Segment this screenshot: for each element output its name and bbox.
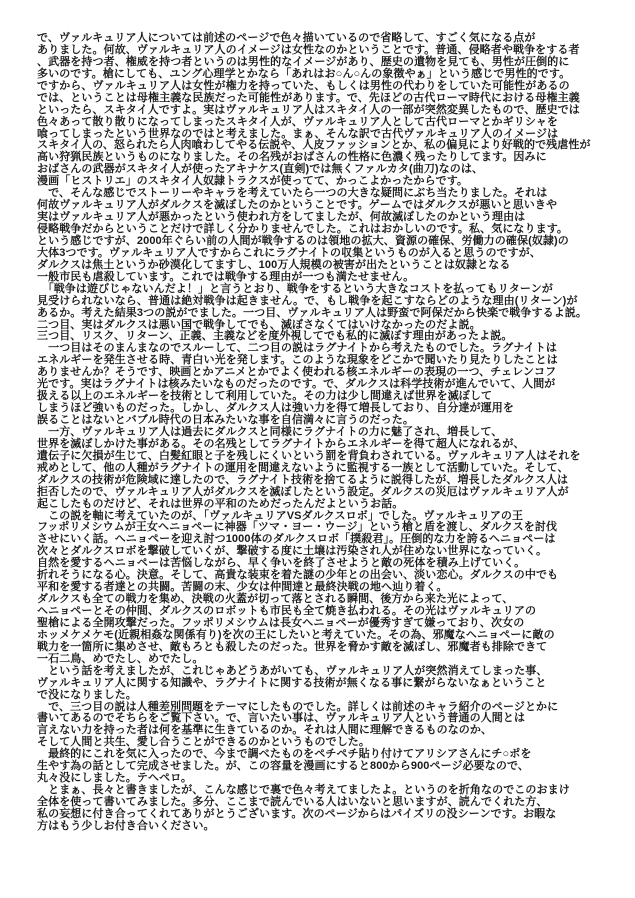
text-line: ヘニョペーとその仲間、ダルクスのロボットも市民も全て焼き払われる。その光はヴァルキュリアの xyxy=(37,605,537,617)
text-line: 平和を愛する者達との共闘。苦闘の末、少女は仲間達と最終決戦の地へ辿り着く。 xyxy=(37,581,448,594)
text-line: 何故ヴァルキュリア人がダルクスを滅ぼしたのかということです。ゲームではダルクスが悪いと思いきや xyxy=(37,199,558,212)
text-line: といったら、スキタイ人ですよ。実はヴァルキュリア人はスキタイ人の一部が突然変異したもので、歴史では xyxy=(37,103,580,116)
text-line: おばさんの武器がスキタイ人が使ったアキナケス(直剣)では無くファルカタ(曲刀)なのは、 xyxy=(37,163,484,176)
text-line: 次々とダルクスロボを撃破していくが、撃破する度に土壌は汚染され人が住めない世界になっていく。 xyxy=(37,545,548,558)
text-line: ですから、ヴァルキュリア人は女性が権力を持っていた、もしくは男性の代わりをしていた可能性があるの xyxy=(37,79,570,92)
text-line: 一方、ヴァルキュリア人は過去にダルクスと同様にラグナイトの力に魅了され、増長して、 xyxy=(37,425,503,438)
text-line: で、ヴァルキュリア人については前述のページで色々描いているので省略して、すごく気になる点が xyxy=(37,32,536,44)
text-line: 戒めとして、他の人種がラグナイトの運用を間違えないように監視する一族として活動していた。そして、 xyxy=(37,461,569,474)
text-line: 起こしたものだけど、それは世界の平和のためだったんだよというお話。 xyxy=(37,497,404,510)
text-line: 私の妄想に付き合ってくれてありがとうございます。次のページからはパイズリの没シーンです。お暇な xyxy=(37,807,557,820)
text-line: ホッメケメケモ(近親相姦な関係有り)を次の王にしたいと考えていた。その為、邪魔なヘニョペーに敵の xyxy=(37,628,555,641)
text-line: あるか。考えた結果3つの説がでました。一つ目、ヴァルキュリア人は野蛮で阿保だから快楽で戦争するよ説。 xyxy=(37,306,588,319)
text-line: 二つ目、実はダルクスは悪い国で戦争してでも、滅ぼさなくてはいけなかったのだよ説。 xyxy=(37,318,481,331)
text-line: スキタイ人の、怒られたら人肉喰わしてやる伝説や、人皮ファッションとか、私の偏見により好戦的で残虐性が xyxy=(37,139,591,152)
text-line: 「戦争は遊びじゃないんだよ！」と言うとおり、戦争をするという大きなコストを払ってもリターンが xyxy=(37,282,553,295)
body-text xyxy=(37,33,629,833)
text-line: 一つ目はそのまんまなのでスルーして、二つ目の説はラグナイトから考えたものでした。ラグナイトは xyxy=(37,342,557,355)
text-line: 最終的にこれを気に入ったので、今まで調べたものをペチペチ貼り付けてアリシアさんにチ○ポを xyxy=(37,748,532,761)
text-line: 拒否したので、ヴァルキュリア人がダルクスを滅ぼしたという設定。ダルクスの災厄はヴァルキュリア人が xyxy=(37,485,569,498)
text-line: 一石二鳥、めでたし、めでたし。 xyxy=(37,652,204,665)
text-line: 、武器を持つ者、権威を持つ者というのは男性的なイメージがあり、歴史の遺物を見ても、男性が圧倒的に xyxy=(37,55,570,68)
text-line: 聖槍による全開攻撃だった。フッポリメシウムは長女ヘニョペーが優秀すぎて嫌っており、次女の xyxy=(37,616,525,629)
text-line: 色々あって散り散りになってしまったスキタイ人が、ヴァルキュリア人として古代ローマとかギリシャを xyxy=(37,115,558,128)
text-line: で、そんな感じでストーリーやキャラを考えていたら一つの大きな疑問にぶち当たりました。それは xyxy=(37,187,548,200)
text-line: 言えない力を持った者は何を基準に生きているのか。それは人間に理解できるものなのか、 xyxy=(37,724,493,737)
text-line: ありませんか？そうです、映画とかアニメとかでよく使われる核エネルギーの表現の一つ、チェレンコフ xyxy=(37,366,557,379)
text-line: 扱える以上のエネルギーを技術として利用していた。その力は少し間違えば世界を滅ぼして xyxy=(37,390,493,403)
text-line: 自然を愛するヘニョペーは苦悩しながら、早く争いを終了させようと敵の死体を積み上げていく。 xyxy=(37,557,526,570)
text-line: 遺伝子に欠損が生じて、白髪紅眼と子を残しにくいという罰を背負わされている。ヴァルキュリア人はそれを xyxy=(37,449,581,462)
text-line: 全体を使って書いてみました。多分、ここまで読んでいる人はいないと思いますが、読んでくれた方、 xyxy=(37,796,548,808)
text-line: で、三つ目の説は人種差別問題をテーマにしたものでした。詳しくは前述のキャラ紹介のページとかに xyxy=(37,700,559,713)
text-line: フッポリメシウムが王女ヘニョペーに神器「ツマ・ヨー・ウージ」という槍と盾を渡し、ダルクスを討伐 xyxy=(37,521,558,534)
text-line: 漫画「ヒストリエ」のスキタイ人奴隷トラクスが使ってて、かっこよかったからです。 xyxy=(37,175,469,188)
text-line: 方はもう少しお付き合いください。 xyxy=(37,819,215,832)
text-line: 多いのです。槍にしても、ユング心理学とかなら「あれはお○ん○んの象徴やぁ」という感じで男性的です。 xyxy=(37,67,571,80)
text-line: では、ということは母権主義な民族だった可能性があります。で、先ほどの古代ローマ時代における母権主義 xyxy=(37,91,580,104)
text-line: 喰ってしまったという世界なのではと考えました。まぁ、そんな訳で古代ヴァルキュリア人のイメージは xyxy=(37,127,559,140)
text-line: ダルクスも全ての戦力を集め、決戦の火蓋が切って落とされる瞬間、後方から来た光によって、 xyxy=(37,593,514,606)
text-line: ヴァルキュリア人に関する知識や、ラグナイトに関する技術が無くなる事に繋がらないなぁということ xyxy=(37,676,547,689)
text-line: 見受けられないなら、普通は絶対戦争は起きません。で、もし戦争を起こすならどのような理由(リターン)が xyxy=(37,294,578,307)
text-line: 光です。実はラグナイトは核みたいなものだったのです。で、ダルクスは科学技術が進んでいて、人間が xyxy=(37,378,556,391)
text-line: ダルクスは焦土というか砂漠化してますし、100万人規模の被害が出たということは奴隷となる xyxy=(37,258,511,271)
text-line: 高い狩猟民族というものになりました。その名残がおばさんの性格に色濃く残ったりしてます。因みに xyxy=(37,151,547,164)
text-line: 書いてあるのでそちらをご覧下さい。で、言いたい事は、ヴァルキュリア人という普通の人間とは xyxy=(37,712,526,725)
text-line: 実はヴァルキュリア人が悪かったという使われ方をしてましたが、何故滅ぼしたのかという理由は xyxy=(37,211,526,224)
text-line: 生やす為の話として完成させました。が、この容量を漫画にすると800から900ページ必要なので、 xyxy=(37,760,529,773)
text-line: で没になりました。 xyxy=(37,688,137,701)
text-line: させにいく話。ヘニョペーを迎え討つ1000体のダルクスロボ「撲殺君」。圧倒的な力を誇るヘニョペーは xyxy=(37,533,556,546)
text-line: 丸々没にしました。テヘペロ。 xyxy=(37,772,192,785)
text-line: エネルギーを発生させる時、青白い光を発します。このような現象をどこかで聞いたり見たりしたことは xyxy=(37,354,558,367)
text-line: 世界を滅ぼしかけた事がある。その名残としてラグナイトからエネルギーを得て超人になれるが、 xyxy=(37,437,525,450)
text-line: 三つ目、リスク、リターン、正義、主義などを度外視してでも私的に滅ぼす理由があったよ説。 xyxy=(37,330,513,343)
text-line: ありました。何故、ヴァルキュリア人のイメージは女性なのかということです。普通、侵略者や戦争をする者 xyxy=(37,43,580,56)
text-line: ダルクスの技術が危険域に達したので、ラグナイト技術を捨てるように説得したが、増長したダルクス人は xyxy=(37,473,569,486)
text-line: 折れそうになる心。決意。そして、高貴な装束を着た謎の少年との出会い、淡い恋心。ダルクスの中でも xyxy=(37,569,559,582)
text-line: 侵略戦争だからということだけで詳しく分かりませんでした。これはおかしいのです。私、気になります。 xyxy=(37,223,569,235)
text-line: 大体3つです。ヴァルキュリア人ですからこれにラグナイトの収集というものが入ると思うのですが、 xyxy=(37,246,541,259)
text-line: そして人間と共生、愛し合うことができるのかというものでした。 xyxy=(37,736,370,749)
text-line: という話を考えましたが、これじゃあどうあがいても、ヴァルキュリア人が突然消えてしまった事、 xyxy=(37,664,548,677)
text-line: とまぁ、長々と書きましたが、こんな感じで裏で色々考えてましたよ。というのを折角なのでこのおまけ xyxy=(37,784,570,797)
text-line: しまうほど強いものだった。しかし、ダルクス人は強い力を得て増長しており、自分達が運用を xyxy=(37,402,514,415)
text-line: 戦力を一箇所に集めさせ、敵もろとも殺したのだった。世界を脅かす敵を滅ぼし、邪魔者も排除できて xyxy=(37,640,548,653)
text-line: という感じですが、2000年ぐらい前の人間が戦争するのは領地の拡大、資源の確保、労働力の確保(奴隷)の xyxy=(37,234,569,247)
text-line: 一般市民も虐殺しています。これでは戦争する理由が一つも満たせません。 xyxy=(37,270,415,283)
text-line: この説を軸に考えていたのが、「ヴァルキュリアVSダルクスロボ」でした。ヴァルキュリアの王 xyxy=(37,509,524,522)
text-line: 誤ることはないとバブル時代の日本みたいな事を自信満々に言うのだった。 xyxy=(37,414,414,426)
